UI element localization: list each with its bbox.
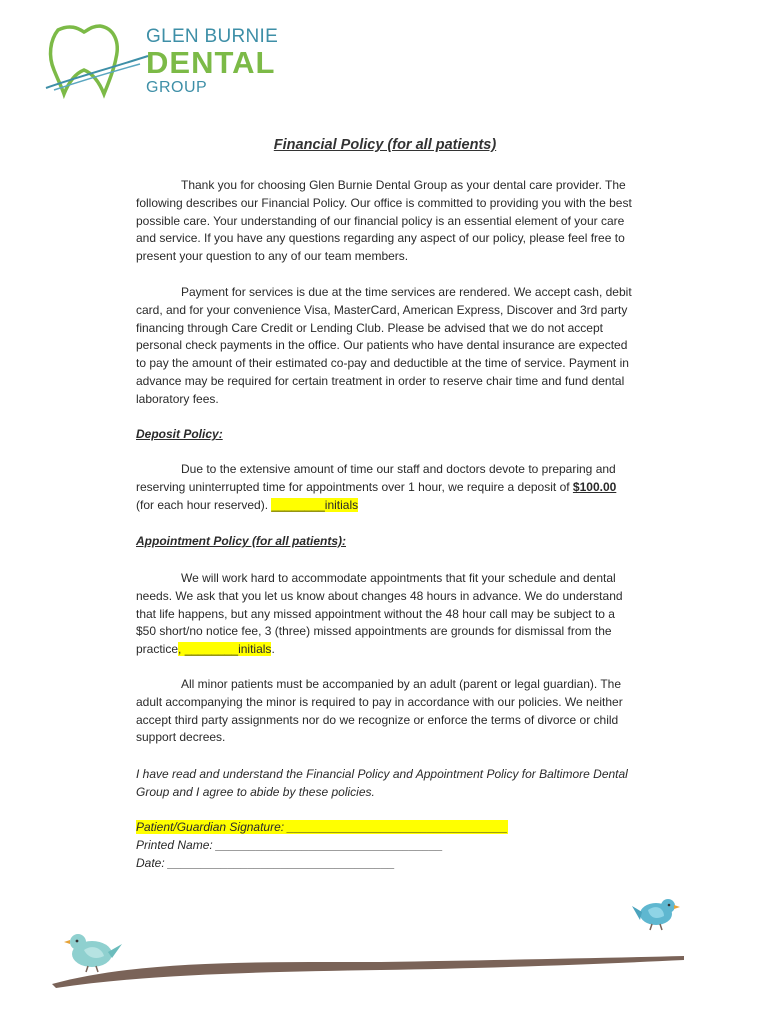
deposit-heading: Deposit Policy: (136, 427, 223, 441)
deposit-amount: $100.00 (572, 479, 617, 494)
deposit-heading-block (136, 426, 636, 444)
minors-section (136, 676, 636, 747)
bird-left-icon (64, 934, 122, 972)
appointment-heading: Appointment Policy (for all patients): (136, 534, 347, 548)
deposit-paragraph (136, 461, 636, 514)
branch-shape (52, 956, 684, 988)
appointment-heading-block (136, 533, 636, 551)
acknowledgement-section (136, 766, 636, 802)
logo-text (146, 26, 278, 98)
page-title: Financial Policy (for all patients) (273, 137, 497, 153)
branch-decoration (0, 890, 770, 1024)
deposit-initials-field[interactable]: ________initials (271, 497, 359, 512)
appointment-period: . (271, 642, 275, 657)
practice-logo (44, 18, 284, 102)
deposit-text: Due to the extensive amount of time our staff and doctors devote to preparing and reserving uninterrupted time for appointments over 1 hour, we require a deposit of (136, 462, 616, 494)
logo-line-group: GROUP (146, 79, 208, 96)
appointment-text: We will work hard to accommodate appointments that fit your schedule and dental needs. We ask that you let us know about changes 48 hours in advance. We do understand that life happens, but any missed appointment without the 48 hour call may be subject to a $50 short/no notice fee, 3 (three) missed appointments are grounds for dismissal from the practice (136, 571, 623, 657)
intro-section (136, 177, 636, 266)
bird-right-icon (632, 899, 680, 930)
minors-paragraph: All minor patients must be accompanied by an adult (parent or legal guardian). The adult accompanying the minor is required to pay in accordance with our policies. We neither accept third party assignments nor do we recognize or enforce the terms of divorce or child support decrees. (136, 677, 623, 745)
acknowledgement-text: I have read and understand the Financial Policy and Appointment Policy for Baltimore Dental Group and I agree to abide by these policies. (136, 767, 628, 799)
intro-paragraph: Thank you for choosing Glen Burnie Dental Group as your dental care provider. The following describes our Financial Policy. Our office is committed to providing you with the best possible care. Your understanding of our financial policy is an essential element of your care and service. If you have any questions regarding any aspect of our policy, please feel free to present your question to any of our team members. (136, 178, 632, 264)
tooth-logo-icon (44, 18, 154, 102)
printed-name-field[interactable]: Printed Name: __________________________________ (136, 837, 443, 852)
signature-block (136, 819, 696, 872)
patient-signature-field[interactable]: Patient/Guardian Signature: _________________________________ (136, 820, 508, 834)
appointment-paragraph (136, 570, 636, 659)
deposit-section (136, 461, 636, 514)
logo-line-glen-burnie: GLEN BURNIE (146, 26, 279, 47)
payment-paragraph: Payment for services is due at the time services are rendered. We accept cash, debit card, and for your convenience Visa, MasterCard, American Express, Discover and 3rd party financing through Care Credit or Lending Club. Please be advised that we do not accept personal check payments in the office. Our patients who have dental insurance are expected to pay the amount of their estimated co-pay and deductible at the time of service. Payment in advance may be required for certain treatment in order to reserve chair time and fund dental laboratory fees. (136, 285, 632, 406)
deposit-suffix: (for each hour reserved). (136, 497, 269, 512)
date-field[interactable]: Date: __________________________________ (136, 855, 395, 870)
logo-line-dental: DENTAL (146, 45, 276, 80)
payment-section (136, 284, 636, 409)
appointment-initials-field[interactable]: , ________initials (178, 642, 272, 657)
appointment-section (136, 570, 636, 659)
